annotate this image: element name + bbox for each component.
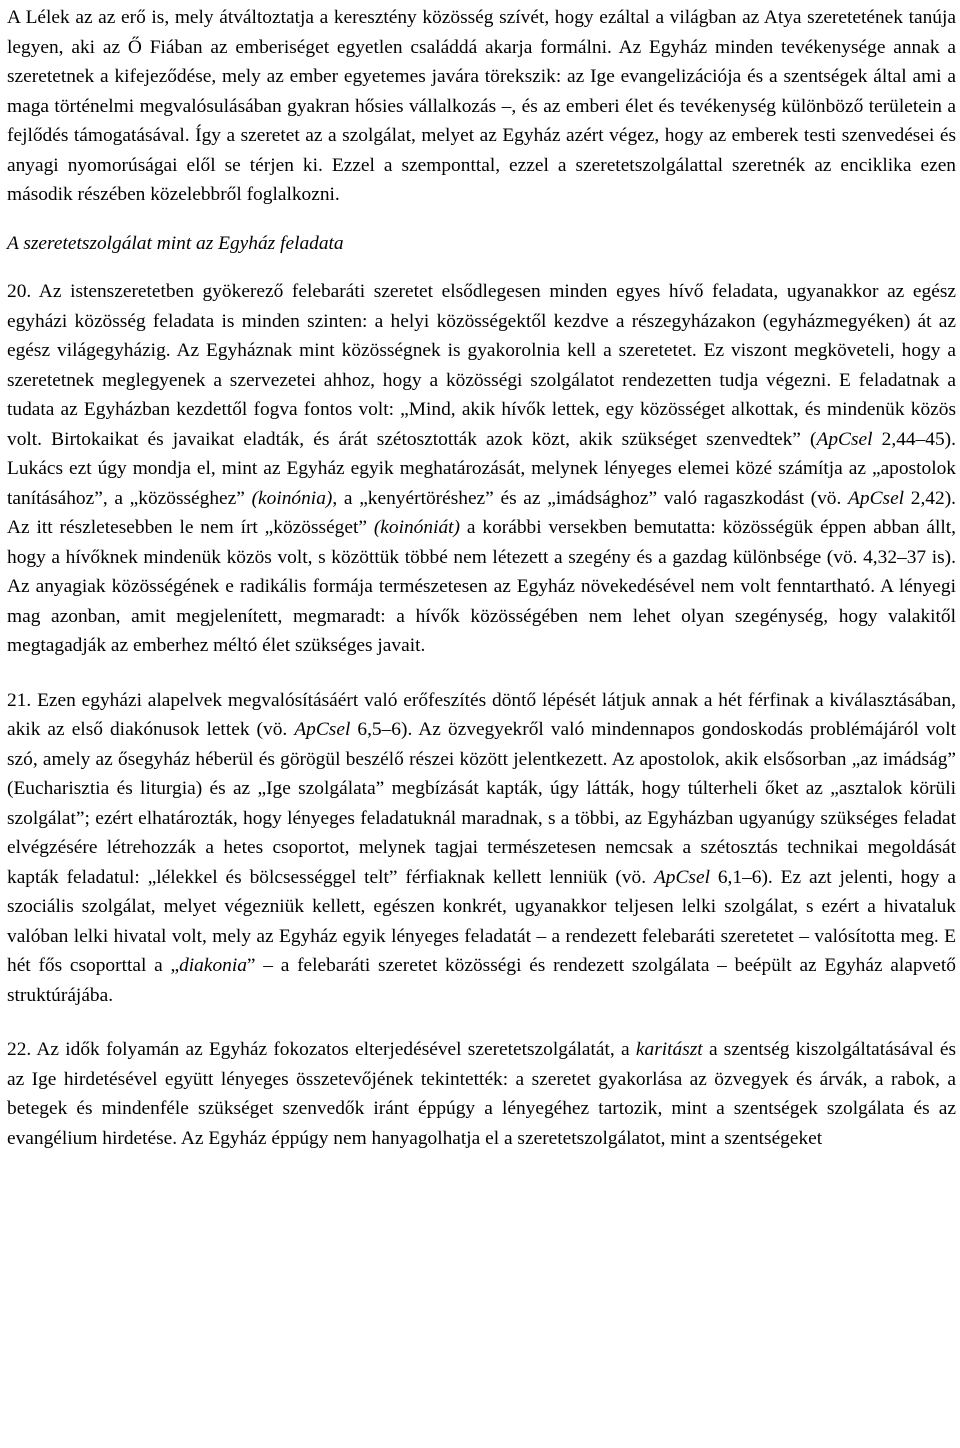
paragraph-20 bbox=[7, 277, 956, 661]
paragraph-22 bbox=[7, 1035, 956, 1153]
paragraph-text: ” – a felebaráti szeretet közösségi és rendezett szolgálata – beépült az Egyház alapvető struktúrájába. bbox=[7, 955, 956, 1006]
scripture-reference: ApCsel bbox=[848, 487, 905, 509]
paragraph-text: , a „kenyértöréshez” és az „imádsághoz” való ragaszkodást (vö. bbox=[332, 487, 849, 509]
italic-term: (koinónia) bbox=[251, 487, 333, 509]
paragraph-text: a korábbi versekben bemutatta: közösségük éppen abban állt, hogy a hívőknek mindenük közös volt, s közöttük többé nem létezett a szegény és a gazdag különbsége (vö. 4,32–37 is). Az anyagiak közösségének e radikális formája természetesen az Egyház növekedésével nem volt fenntartható. A lényegi mag azonban, amit megjelenített, megmaradt: a hívők közösségében nem lehet olyan szegénység, hogy valakitől megtagadják az emberhez méltó élet szükséges javait. bbox=[7, 517, 956, 656]
intro-paragraph: A Lélek az az erő is, mely átváltoztatja a keresztény közösség szívét, hogy ezáltal a világban az Atya szeretetének tanúja legyen, aki az Ő Fiában az emberiséget egyetlen családdá akarja formálni. Az Egyház minden tevékenysége annak a szeretetnek a kifejeződése, mely az ember egyetemes javára törekszik: az Ige evangelizációja és a szentségek által ami a maga történelmi megvalósulásában gyakran hősies vállalkozás –, és az emberi élet és tevékenység különböző területein a fejlődés támogatásával. Így a szeretet az a szolgálat, melyet az Egyház azért végez, hogy az emberek testi szenvedései és anyagi nyomorúságai elől se térjen ki. Ezzel a szemponttal, ezzel a szeretetszolgálattal szeretnék az enciklika ezen második részében közelebbről foglalkozni. bbox=[7, 7, 956, 205]
scripture-reference: ApCsel bbox=[816, 428, 873, 450]
paragraph-text: a szentség kiszolgáltatásával és az Ige hirdetésével együtt lényeges összetevőjének tekintették: a szeretet gyakorlása az özvegyek és árvák, a rabok, a betegek és mindenféle szükséget szenvedők iránt éppúgy a lényegéhez tartozik, mint a szentségek szolgálata és az evangélium hirdetése. Az Egyház éppúgy nem hanyagolhatja el a szeretetszolgálatot, mint a szentségeket bbox=[7, 1039, 956, 1149]
italic-term: karitászt bbox=[635, 1039, 703, 1060]
paragraph-text: 6,1–6). Ez azt jelenti, hogy a szociális szolgálat, melyet végezniük kellett, egészen konkrét, ugyanakkor teljesen lelki szolgálat, s ezért a hivataluk valóban lelki hivatal volt, mely az Egyház egyik lényeges feladatát – a rendezett felebaráti szeretetet – valósította meg. E hét fős csoporttal a „ bbox=[7, 866, 956, 976]
paragraph-text: 22. Az idők folyamán az Egyház fokozatos elterjedésével szeretetszolgálatát, a bbox=[7, 1039, 636, 1060]
italic-term: diakonia bbox=[179, 955, 247, 976]
paragraph-text: 20. Az istenszeretetben gyökerező felebaráti szeretet elsődlegesen minden egyes hívő feladata, ugyanakkor az egész egyházi közösség feladata is minden szinten: a helyi közösségektől kezdve a részegyházakon (egyházmegyéken) át az egész világegyházig. Az Egyháznak mint közösségnek is gyakorolnia kell a szeretetet. Ez viszont megköveteli, hogy a szeretetnek meglegyenek a szervezetei ahhoz, hogy a közösségi szolgálatot rendezetten tudja végezni. E feladatnak a tudata az Egyházban kezdettől fogva fontos volt: „Mind, akik hívők lettek, egy közösséget alkottak, és mindenük közös volt. Birtokaikat és javaikat eladták, és árát szétosztották azok közt, akik szükséget szenvedtek” ( bbox=[7, 281, 956, 450]
paragraph-text: 2,42). Az itt részletesebben le nem írt „közösséget” bbox=[7, 487, 956, 538]
scripture-reference: ApCsel bbox=[653, 866, 710, 888]
paragraph-21 bbox=[7, 686, 956, 1011]
scripture-reference: ApCsel bbox=[294, 719, 351, 740]
section-heading: A szeretetszolgálat mint az Egyház feladata bbox=[7, 232, 344, 254]
paragraph-text: 6,5–6). Az özvegyekről való mindennapos gondoskodás problémájáról volt szó, amely az ősegyház héberül és görögül beszélő részei között jelentkezett. Az apostolok, akik elsősorban „az imádság” (Eucharisztia és liturgia) és az „Ige szolgálata” megbízását kapták, úgy látták, hogy túlterheli őket az „asztalok körüli szolgálat”; ezért elhatározták, hogy lényeges feladatuknál maradnak, s a többi, az Egyházban ugyanúgy szükséges feladat elvégzésére létrehozzák a hetes csoportot, melynek tagjai természetesen nemcsak a szétosztás technikai megoldását kapták feladatul: „lélekkel és bölcsességgel telt” férfiaknak kellett lenniük (vö. bbox=[7, 719, 957, 888]
paragraph-text: 21. Ezen egyházi alapelvek megvalósításáért való erőfeszítés döntő lépését látjuk annak a hét férfinak a kiválasztásában, akik az első diakónusok lettek (vö. bbox=[7, 689, 956, 740]
paragraph-text: 2,44–45). Lukács ezt úgy mondja el, mint az Egyház egyik meghatározását, melynek lényeges elemei közé számítja az „apostolok tanításához”, a „közösséghez” bbox=[7, 428, 956, 509]
italic-term: (koinóniát) bbox=[373, 517, 461, 538]
